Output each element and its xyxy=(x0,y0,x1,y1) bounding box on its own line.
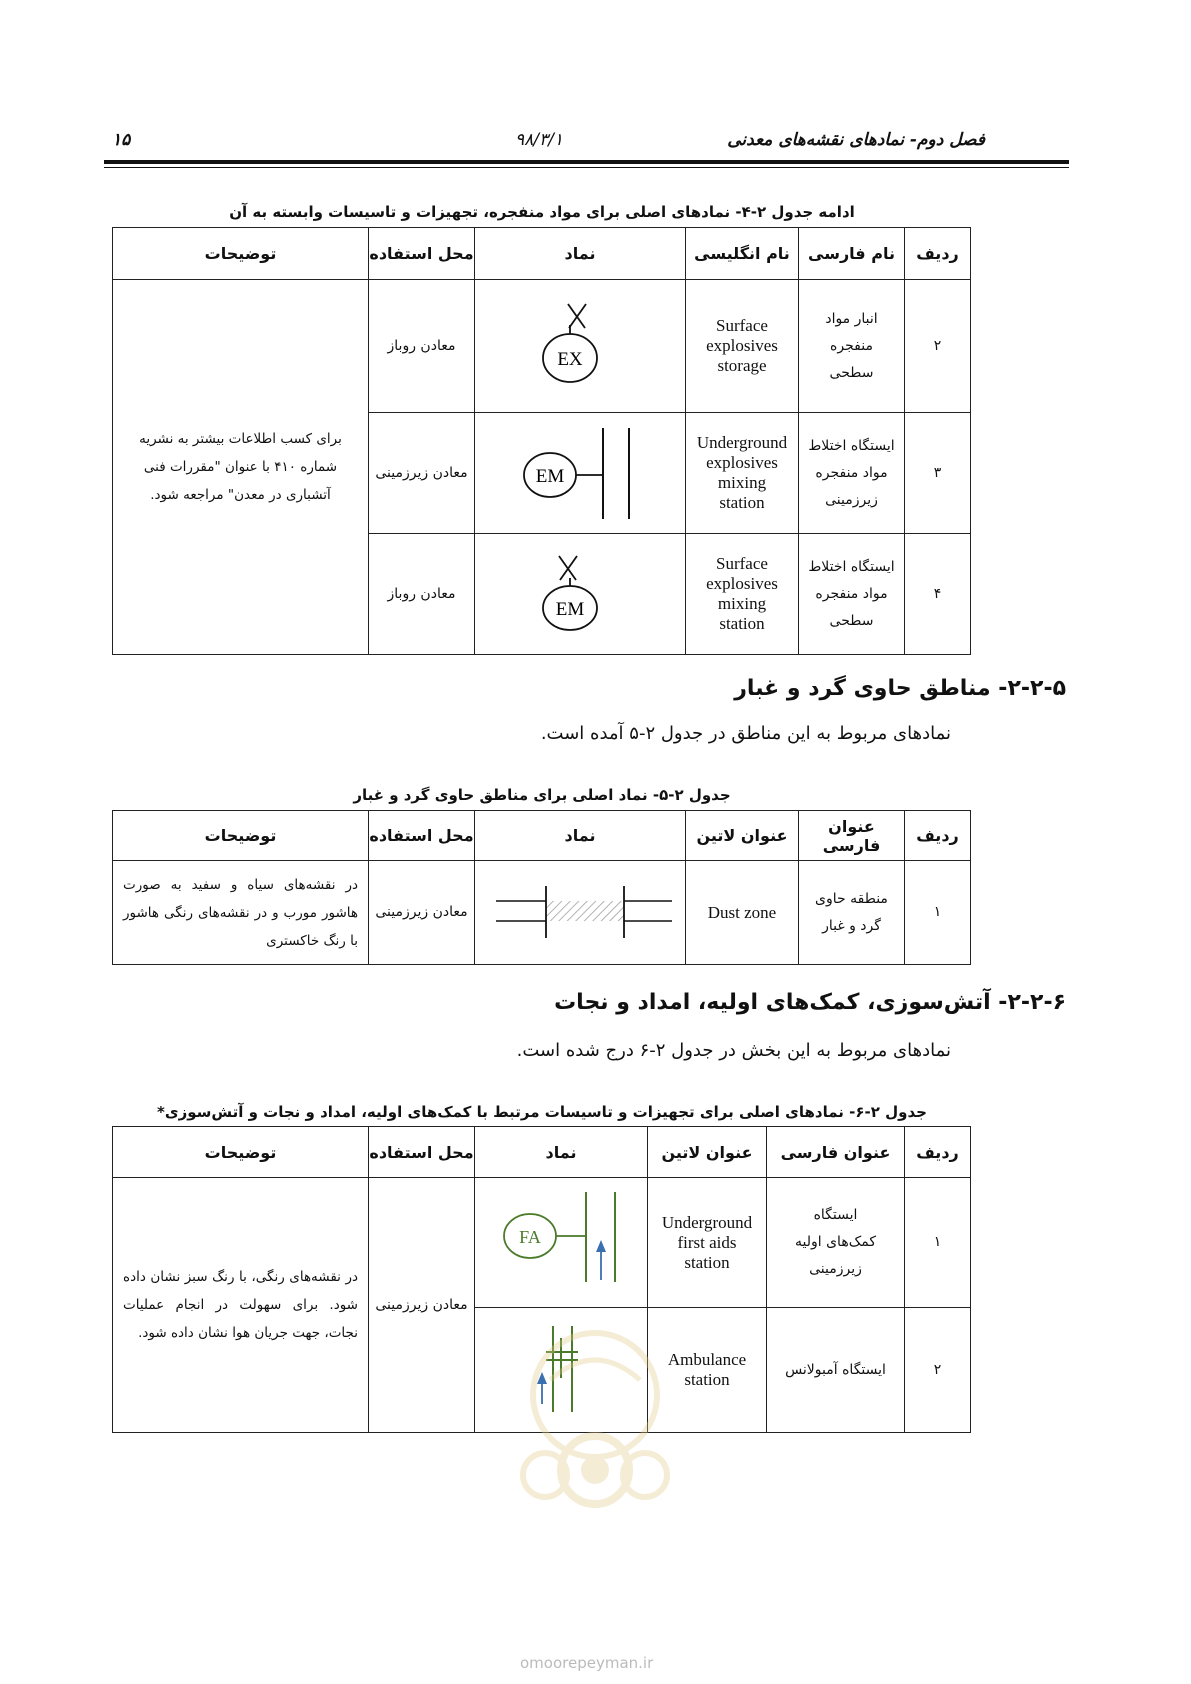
english-name: Underground explosives mixing station xyxy=(686,413,799,534)
symbol-label: EM xyxy=(555,599,585,620)
description: برای کسب اطلاعات بیشتر به نشریه شماره ۴۱۰ با عنوان "مقررات فنی آتشباری در معدن" مراجعه شود. xyxy=(113,280,369,655)
header-date: ۹۸/۳/۱ xyxy=(515,130,563,150)
section-heading: ۲-۲-۶- آتش‌سوزی، کمک‌های اولیه، امداد و نجات xyxy=(554,990,1066,1015)
section-heading: ۲-۲-۵- مناطق حاوی گرد و غبار xyxy=(734,676,1066,701)
row-number: ۳ xyxy=(905,413,971,534)
col-header: توضیحات xyxy=(113,1127,369,1178)
col-header: ردیف xyxy=(905,1127,971,1178)
symbol-cell xyxy=(475,861,686,965)
symbol-cell xyxy=(475,1178,648,1308)
usage-place: معادن زیرزمینی xyxy=(369,1178,475,1433)
symbol-cell xyxy=(475,280,686,413)
persian-name: ایستگاه آمبولانس xyxy=(767,1308,905,1433)
row-number: ۱ xyxy=(905,861,971,965)
surface-mixing-symbol xyxy=(474,534,685,650)
col-header: توضیحات xyxy=(113,228,369,280)
symbol-label: FA xyxy=(519,1227,541,1247)
header-rule-thick xyxy=(104,160,1069,164)
table2-header-row xyxy=(113,811,971,861)
col-header: محل استفاده xyxy=(369,1127,475,1178)
watermark-logo xyxy=(510,1320,680,1510)
col-header: نام انگلیسی xyxy=(686,228,799,280)
persian-name: انبار مواد منفجره سطحی xyxy=(799,280,905,413)
english-name: Dust zone xyxy=(686,861,799,965)
english-name: Ambulance station xyxy=(648,1308,767,1433)
col-header: ردیف xyxy=(905,811,971,861)
chapter-title: فصل دوم- نمادهای نقشه‌های معدنی xyxy=(727,130,985,150)
section-paragraph: نمادهای مربوط به این مناطق در جدول ۲-۵ آمده است. xyxy=(540,723,951,744)
table-row xyxy=(113,861,971,965)
table-row xyxy=(113,280,971,413)
row-number: ۲ xyxy=(905,1308,971,1433)
col-header: توضیحات xyxy=(113,811,369,861)
table1-caption: ادامه جدول ۲-۴- نمادهای اصلی برای مواد منفجره، تجهیزات و تاسیسات وابسته به آن xyxy=(229,203,855,221)
dust-zone-symbol xyxy=(474,861,685,960)
persian-name: منطقه حاوی گرد و غبار xyxy=(799,861,905,965)
symbol-label: EM xyxy=(535,466,565,487)
table3-caption: جدول ۲-۶- نمادهای اصلی برای تجهیزات و تاسیسات مرتبط با کمک‌های اولیه، امداد و نجات و آتش‌سوزی* xyxy=(157,1103,927,1121)
persian-name: ایستگاه اختلاط مواد منفجره سطحی xyxy=(799,534,905,655)
english-name: Surface explosives storage xyxy=(686,280,799,413)
col-header: عنوان فارسی xyxy=(799,811,905,861)
symbol-label: EX xyxy=(557,349,583,370)
usage-place: معادن روباز xyxy=(369,280,475,413)
english-name: Surface explosives mixing station xyxy=(686,534,799,655)
col-header: ردیف xyxy=(905,228,971,280)
persian-name: ایستگاه اختلاط مواد منفجره زیرزمینی xyxy=(799,413,905,534)
table1 xyxy=(112,227,971,655)
row-number: ۴ xyxy=(905,534,971,655)
description: در نقشه‌های سیاه و سفید به صورت هاشور مورب و در نقشه‌های رنگی هاشور با رنگ خاکستری xyxy=(113,861,369,965)
page-number: ۱۵ xyxy=(112,130,131,150)
col-header: محل استفاده xyxy=(369,811,475,861)
table3-header-row xyxy=(113,1127,971,1178)
row-number: ۱ xyxy=(905,1178,971,1308)
table2-caption: جدول ۲-۵- نماد اصلی برای مناطق حاوی گرد و غبار xyxy=(353,786,731,804)
first-aid-station-symbol xyxy=(474,1178,647,1303)
col-header: عنوان فارسی xyxy=(767,1127,905,1178)
symbol-cell xyxy=(475,534,686,655)
usage-place: معادن زیرزمینی xyxy=(369,413,475,534)
table-row xyxy=(113,1178,971,1308)
table2 xyxy=(112,810,971,965)
persian-name: ایستگاه کمک‌های اولیه زیرزمینی xyxy=(767,1178,905,1308)
table1-header-row xyxy=(113,228,971,280)
watermark-site: omoorepeyman.ir xyxy=(520,1654,654,1672)
col-header: نام فارسی xyxy=(799,228,905,280)
usage-place: معادن زیرزمینی xyxy=(369,861,475,965)
col-header: عنوان لاتین xyxy=(686,811,799,861)
col-header: عنوان لاتین xyxy=(648,1127,767,1178)
usage-place: معادن روباز xyxy=(369,534,475,655)
header-rule-thin xyxy=(104,167,1069,168)
symbol-cell xyxy=(475,413,686,534)
underground-mixing-symbol xyxy=(474,413,685,529)
col-header: نماد xyxy=(475,811,686,861)
description: در نقشه‌های رنگی، با رنگ سبز نشان داده شود. برای سهولت در انجام عملیات نجات، جهت جریان هوا نشان داده شود. xyxy=(113,1178,369,1433)
col-header: نماد xyxy=(475,228,686,280)
section-paragraph: نمادهای مربوط به این بخش در جدول ۲-۶ درج شده است. xyxy=(516,1040,951,1061)
explosives-storage-symbol xyxy=(474,280,685,408)
col-header: محل استفاده xyxy=(369,228,475,280)
col-header: نماد xyxy=(475,1127,648,1178)
english-name: Underground first aids station xyxy=(648,1178,767,1308)
row-number: ۲ xyxy=(905,280,971,413)
